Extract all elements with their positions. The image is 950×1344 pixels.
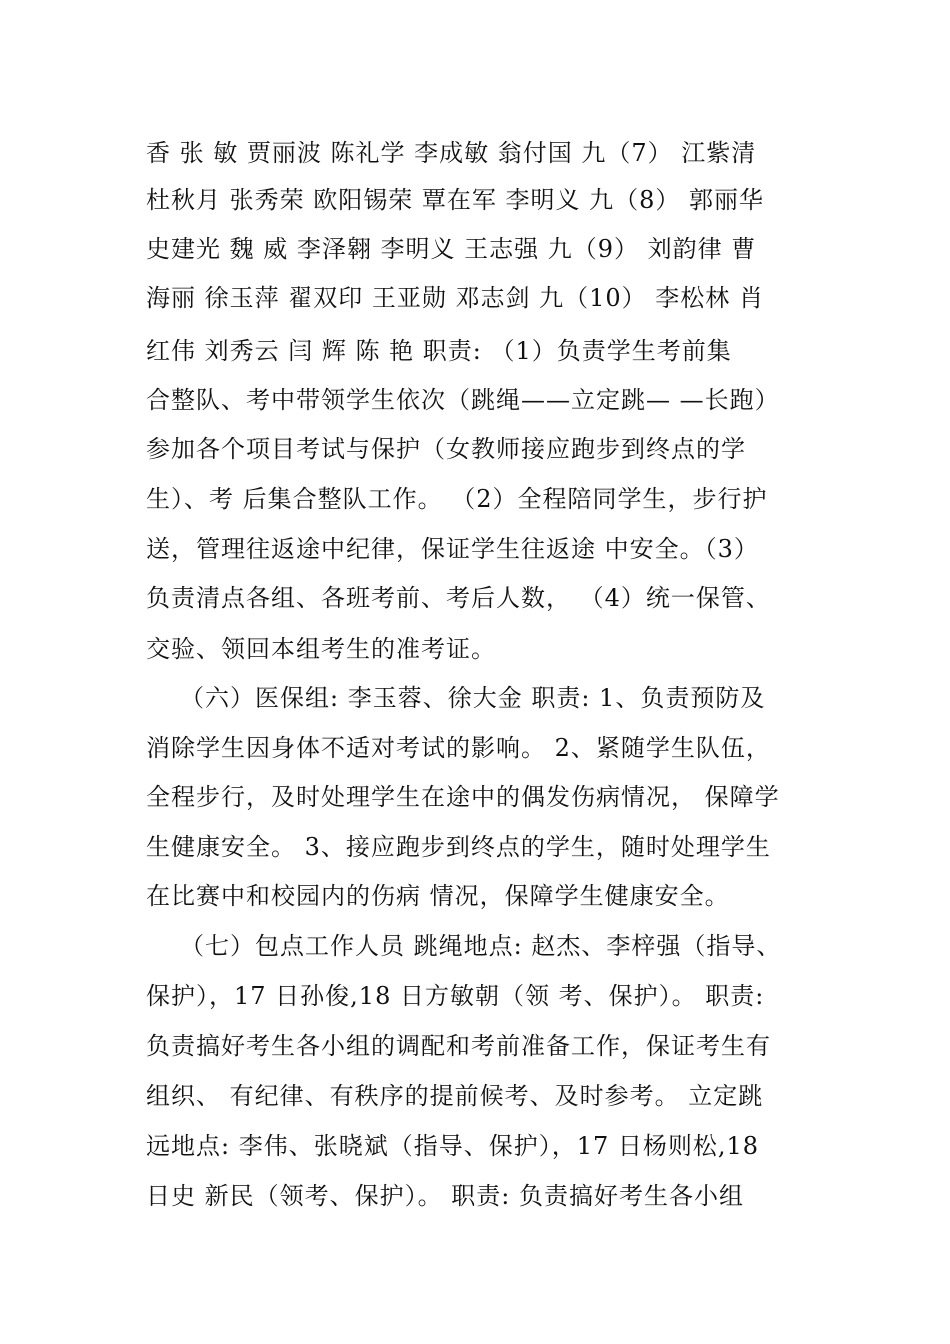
- text-line: 消除学生因身体不适对考试的影响。 2、紧随学生队伍，: [146, 734, 771, 762]
- text-line: 日史 新民（领考、保护）。 职责: 负责搞好考生各小组: [146, 1182, 744, 1210]
- section-heading-medical: （六）医保组: 李玉蓉、徐大金 职责: 1、负责预防及: [180, 684, 766, 712]
- text-line: 香 张 敏 贾丽波 陈礼学 李成敏 翁付国 九（7） 江紫清: [146, 139, 757, 167]
- text-line: 史建光 魏 威 李泽翱 李明义 王志强 九（9） 刘韵律 曹: [146, 235, 757, 263]
- text-line: 海丽 徐玉萍 翟双印 王亚勋 邓志剑 九（10） 李松林 肖: [146, 284, 764, 312]
- text-line: 交验、领回本组考生的准考证。: [146, 635, 496, 663]
- section-heading-staff: （七）包点工作人员 跳绳地点: 赵杰、李梓强（指导、: [180, 932, 782, 960]
- text-line: 参加各个项目考试与保护（女教师接应跑步到终点的学: [146, 435, 746, 463]
- text-line: 远地点: 李伟、张晓斌（指导、保护），17 日杨则松,18: [146, 1132, 760, 1160]
- text-line: 杜秋月 张秀荣 欧阳锡荣 覃在军 李明义 九（8） 郭丽华: [146, 186, 765, 214]
- text-line: 在比赛中和校园内的伤病 情况，保障学生健康安全。: [146, 882, 730, 910]
- text-line: 红伟 刘秀云 闫 辉 陈 艳 职责: （1）负责学生考前集: [146, 337, 732, 365]
- text-line: 保护），17 日孙俊,18 日方敏朝（领 考、保护）。 职责:: [146, 982, 765, 1010]
- text-line: 生）、考 后集合整队工作。 （2）全程陪同学生，步行护: [146, 485, 768, 513]
- text-line: 负责清点各组、各班考前、考后人数， （4）统一保管、: [146, 584, 771, 612]
- text-line: 生健康安全。 3、接应跑步到终点的学生，随时处理学生: [146, 833, 771, 861]
- text-line: 负责搞好考生各小组的调配和考前准备工作，保证考生有: [146, 1032, 771, 1060]
- text-line: 合整队、考中带领学生依次（跳绳——立定跳— —长跑）: [146, 386, 780, 414]
- text-line: 组织、 有纪律、有秩序的提前候考、及时参考。 立定跳: [146, 1082, 764, 1110]
- text-line: 全程步行，及时处理学生在途中的偶发伤病情况， 保障学: [146, 783, 780, 811]
- text-line: 送，管理往返途中纪律，保证学生往返途 中安全。（3）: [146, 535, 759, 563]
